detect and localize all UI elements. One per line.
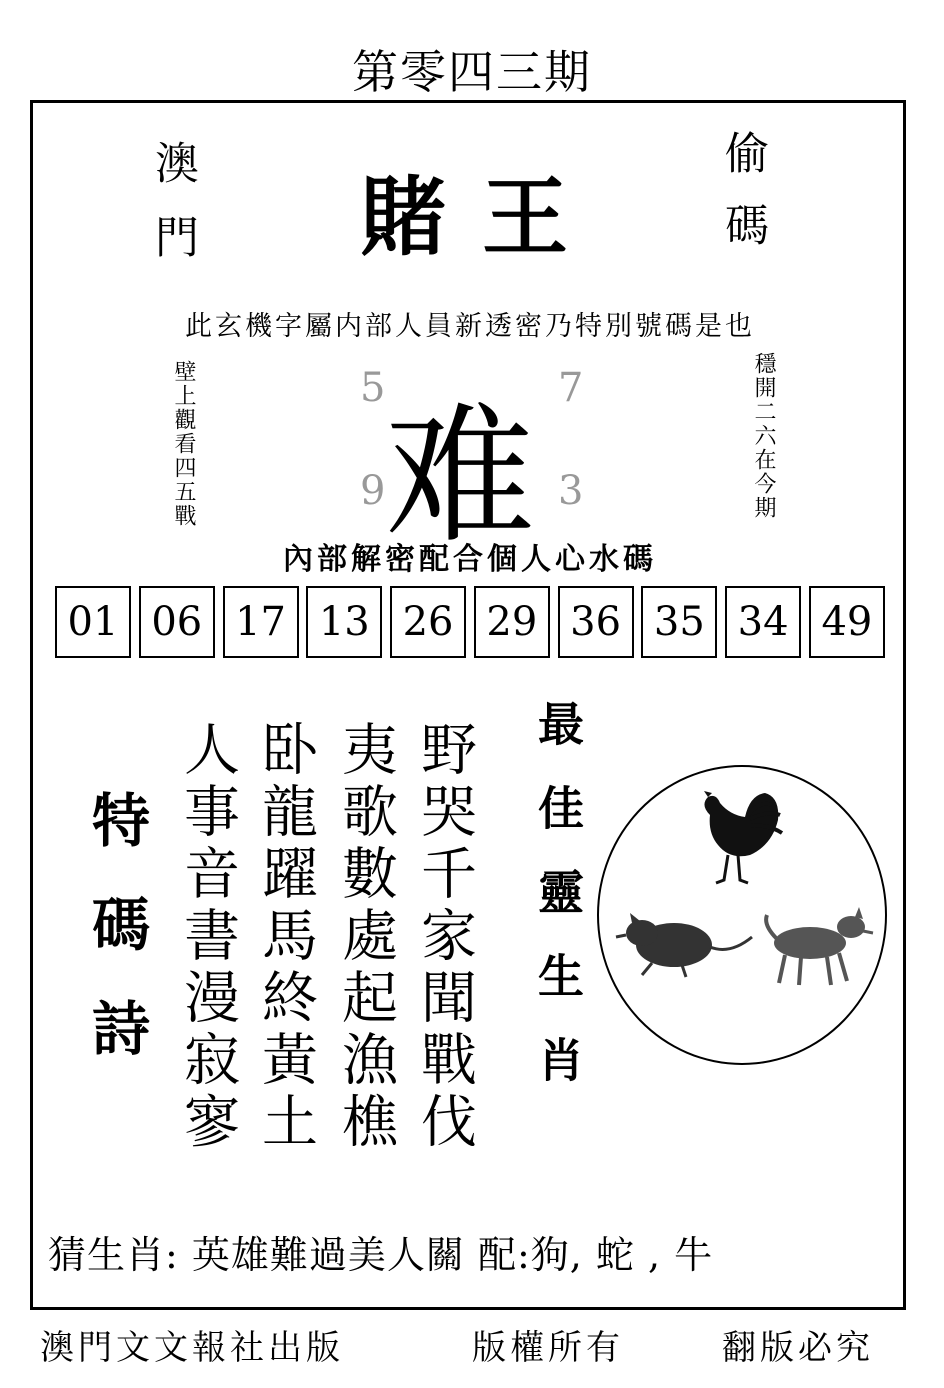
corner-number-bottom-left: 9 xyxy=(360,468,386,514)
number-box: 49 xyxy=(809,586,885,658)
left-hint-column: 壁上觀看四五戰 xyxy=(171,360,196,528)
footer-rights: 版權所有 xyxy=(472,1328,624,1368)
right-hint-column: 穩開二六在今期 xyxy=(751,352,776,520)
number-box: 29 xyxy=(474,586,550,658)
poem-label: 特碼詩 xyxy=(82,790,150,1102)
puzzle-character: 难 xyxy=(385,390,536,564)
number-box: 17 xyxy=(223,586,299,658)
side-label-right: 偷碼 xyxy=(717,130,768,274)
rooster-icon xyxy=(690,785,790,890)
corner-number-bottom-right: 3 xyxy=(558,468,584,514)
main-title: 賭王 xyxy=(360,168,604,268)
number-box: 06 xyxy=(139,586,215,658)
rat-icon xyxy=(612,905,757,980)
poem-line-1: 野哭千家聞戰伐 xyxy=(412,720,477,1154)
poem-line-2: 夷歌數處起漁樵 xyxy=(333,720,398,1154)
best-zodiac-label: 最佳靈生肖 xyxy=(531,700,585,1120)
guess-zodiac-line: 猜生肖: 英雄難過美人關 配:狗, 蛇 , 牛 xyxy=(48,1233,714,1277)
number-box: 01 xyxy=(55,586,131,658)
footer-warning: 翻版必究 xyxy=(722,1328,874,1368)
number-box: 26 xyxy=(390,586,466,658)
corner-number-top-right: 7 xyxy=(558,365,584,411)
number-row xyxy=(55,586,885,660)
section-heading: 內部解密配合個人心水碼 xyxy=(283,542,657,577)
number-box: 36 xyxy=(558,586,634,658)
number-box: 34 xyxy=(725,586,801,658)
corner-number-top-left: 5 xyxy=(360,365,386,411)
subtitle: 此玄機字屬内部人員新透密乃特別號碼是也 xyxy=(185,311,755,342)
poem-line-3: 卧龍躍馬終黃土 xyxy=(253,720,318,1154)
footer-publisher: 澳門文文報社出版 xyxy=(40,1328,344,1368)
number-box: 35 xyxy=(641,586,717,658)
dog-icon xyxy=(755,905,875,990)
side-label-left: 澳門 xyxy=(147,140,198,288)
issue-title: 第零四三期 xyxy=(352,45,592,99)
poem-line-4: 人事音書漫寂寥 xyxy=(175,720,240,1154)
number-box: 13 xyxy=(306,586,382,658)
